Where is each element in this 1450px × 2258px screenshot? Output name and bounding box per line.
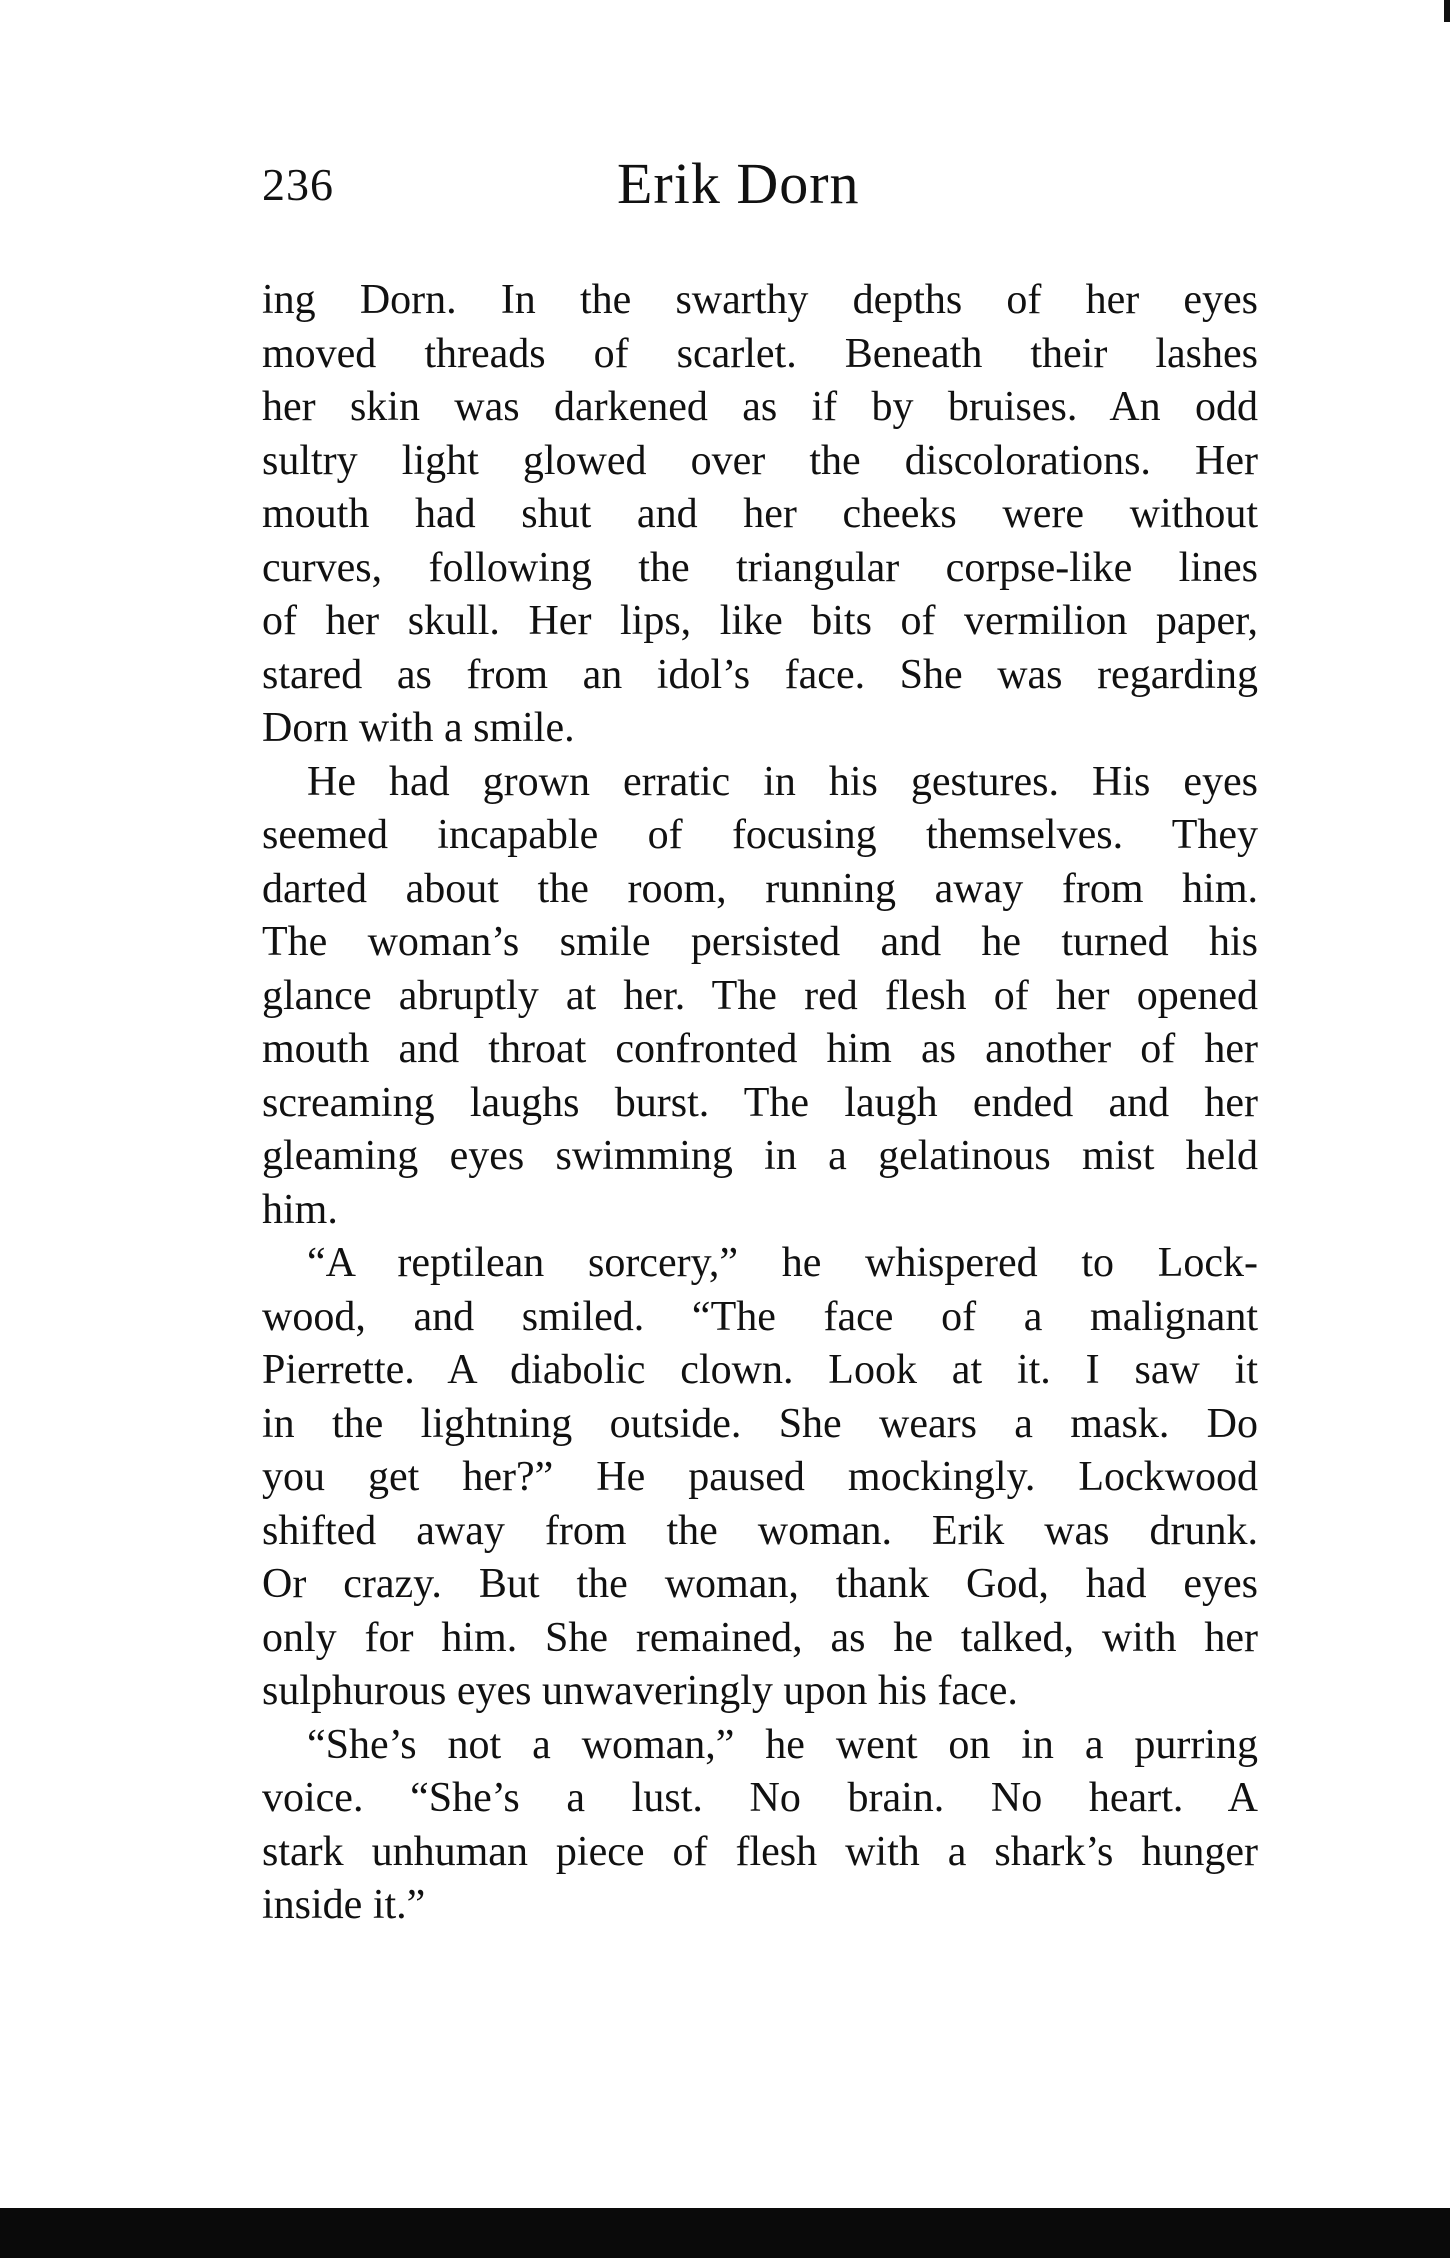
text-line: seemed incapable of focusing themselves. They xyxy=(262,812,1258,858)
paragraph xyxy=(262,756,1258,1238)
text-line: stark unhuman piece of flesh with a shark’s hunger xyxy=(262,1828,1258,1875)
running-head xyxy=(262,150,1262,220)
text-line: curves, following the triangular corpse-like lines xyxy=(262,544,1258,591)
text-line: inside it.” xyxy=(262,1882,426,1928)
text-line: The woman’s smile persisted and he turned his xyxy=(262,919,1258,965)
text-line: “A reptilean sorcery,” he whispered to Lock- xyxy=(307,1240,1258,1286)
text-line: ing Dorn. In the swarthy depths of her eyes xyxy=(262,277,1258,323)
text-line: Dorn with a smile. xyxy=(262,705,575,751)
text-line: him. xyxy=(262,1186,338,1233)
text-line: sultry light glowed over the discolorations. Her xyxy=(262,437,1258,484)
corner-mark xyxy=(1444,0,1450,22)
paragraph xyxy=(262,1719,1258,1933)
text-line: “She’s not a woman,” he went on in a purring xyxy=(307,1721,1258,1768)
text-line: darted about the room, running away from him. xyxy=(262,865,1258,912)
text-line: stared as from an idol’s face. She was regarding xyxy=(262,651,1258,698)
text-line: her skin was darkened as if by bruises. An odd xyxy=(262,384,1258,430)
text-line: screaming laughs burst. The laugh ended and her xyxy=(262,1079,1258,1126)
paragraph xyxy=(262,1237,1258,1719)
text-line: wood, and smiled. “The face of a malignant xyxy=(262,1293,1258,1340)
text-line: Or crazy. But the woman, thank God, had eyes xyxy=(262,1561,1258,1607)
text-line: mouth had shut and her cheeks were without xyxy=(262,491,1258,537)
text-line: moved threads of scarlet. Beneath their lashes xyxy=(262,330,1258,377)
text-line: mouth and throat confronted him as another of her xyxy=(262,1026,1258,1072)
text-line: gleaming eyes swimming in a gelatinous mist held xyxy=(262,1133,1258,1179)
text-line: voice. “She’s a lust. No brain. No heart. A xyxy=(262,1775,1258,1821)
book-title: Erik Dorn xyxy=(617,151,860,216)
text-line: glance abruptly at her. The red flesh of her opened xyxy=(262,972,1258,1019)
page-number: 236 xyxy=(262,159,334,210)
text-line: in the lightning outside. She wears a mask. Do xyxy=(262,1400,1258,1447)
text-line: sulphurous eyes unwaveringly upon his face. xyxy=(262,1668,1018,1714)
text-line: shifted away from the woman. Erik was drunk. xyxy=(262,1507,1258,1554)
body-text xyxy=(262,274,1258,1933)
text-line: only for him. She remained, as he talked, with her xyxy=(262,1614,1258,1661)
text-line: Pierrette. A diabolic clown. Look at it. I saw it xyxy=(262,1347,1258,1393)
text-line: He had grown erratic in his gestures. His eyes xyxy=(307,758,1258,805)
paragraph xyxy=(262,274,1258,756)
text-line: of her skull. Her lips, like bits of vermilion paper, xyxy=(262,598,1258,644)
scan-edge-band xyxy=(0,2208,1450,2258)
text-line: you get her?” He paused mockingly. Lockwood xyxy=(262,1454,1258,1500)
